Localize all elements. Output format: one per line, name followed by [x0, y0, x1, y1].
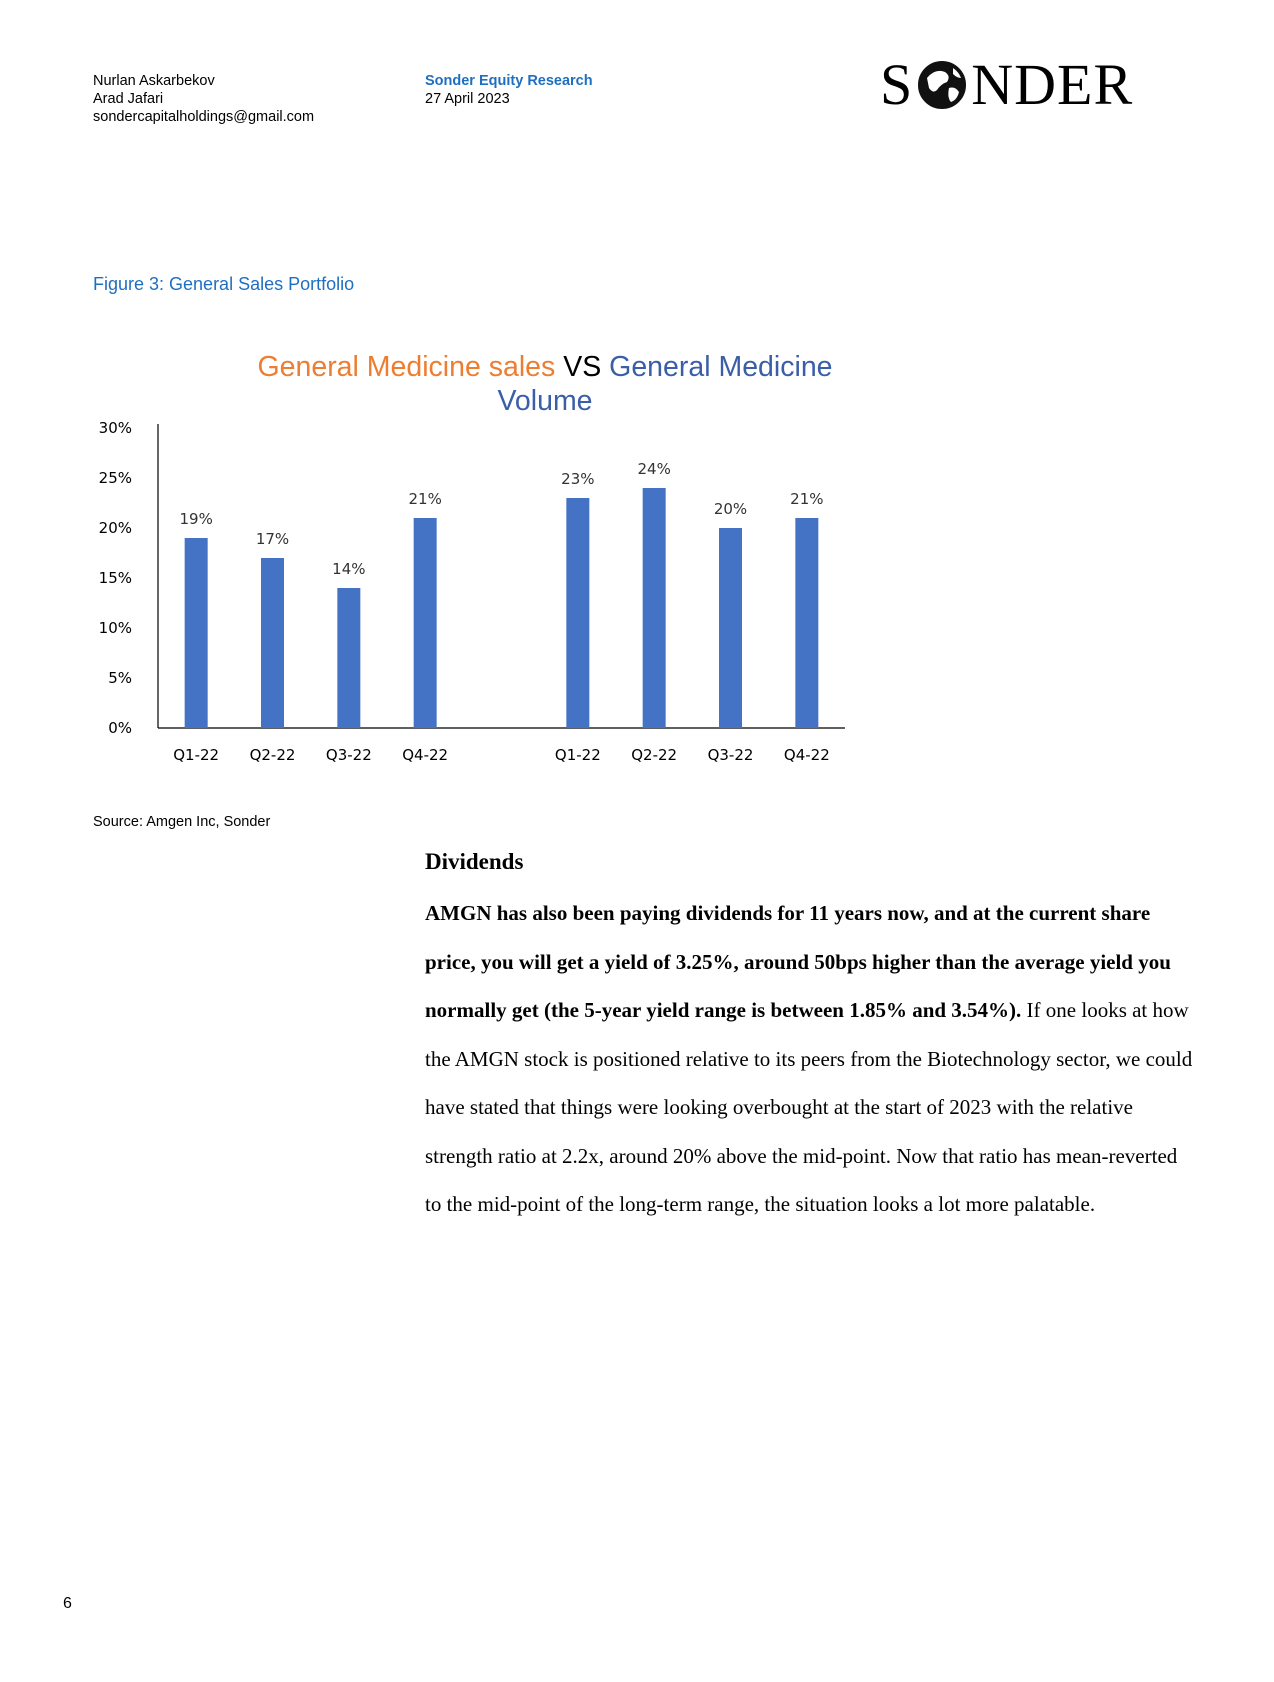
logo-text-right: NDER	[971, 52, 1134, 117]
logo-text-left: S	[880, 52, 914, 117]
section-paragraph	[425, 889, 1195, 1229]
author-name-1: Nurlan Askarbekov	[93, 73, 215, 89]
brand-name: Sonder Equity Research	[425, 73, 593, 89]
bar	[414, 518, 437, 728]
bar-data-label: 17%	[255, 530, 290, 548]
bar	[185, 538, 208, 728]
author-block	[93, 72, 314, 126]
sonder-logo	[880, 52, 1134, 117]
bar	[643, 488, 666, 728]
y-tick-label: 20%	[98, 519, 132, 537]
bar	[261, 558, 284, 728]
x-tick-label: Q3-22	[707, 746, 754, 764]
bar-data-label: 19%	[179, 510, 213, 528]
section-heading: Dividends	[425, 849, 524, 874]
x-tick-label: Q1-22	[554, 746, 601, 764]
y-tick-label: 30%	[98, 419, 132, 437]
y-tick-label: 5%	[108, 669, 132, 687]
x-tick-label: Q3-22	[325, 746, 372, 764]
x-tick-label: Q2-22	[631, 746, 678, 764]
bar	[719, 528, 742, 728]
chart-plot	[90, 350, 880, 790]
paragraph-plain-text: If one looks at how the AMGN stock is positioned relative to its peers from the Biotechnology sector, we could have stated that things were looking overbought at the start of 2023 with the relative strength ratio at 2.2x, around 20% above the mid-point. Now that ratio has mean-reverted to the mid-point of the long-term range, the situation looks a lot more palatable.	[425, 998, 1193, 1216]
chart-title-part-2: VS	[555, 351, 610, 383]
chart-title-part-1: General Medicine sales	[257, 351, 556, 383]
x-tick-label: Q1-22	[173, 746, 220, 764]
publication-date: 27 April 2023	[425, 91, 510, 107]
paragraph-bold-text: AMGN has also been paying dividends for 11 years now, and at the current share price, you will get a yield of 3.25%, around 50bps higher than the average yield you normally get (the 5-year yield range is between 1.85% and 3.54%).	[425, 901, 1171, 1022]
figure-source: Source: Amgen Inc, Sonder	[93, 814, 271, 830]
x-tick-label: Q4-22	[783, 746, 830, 764]
x-tick-label: Q4-22	[402, 746, 449, 764]
page-number: 6	[63, 1595, 72, 1612]
bar-data-label: 24%	[637, 460, 671, 478]
y-tick-label: 10%	[98, 619, 132, 637]
chart-title-part-3: General Medicine Volume	[497, 351, 833, 417]
bar-data-label: 20%	[713, 500, 748, 518]
y-tick-label: 25%	[98, 469, 132, 487]
bar-data-label: 21%	[408, 490, 442, 508]
author-email: sondercapitalholdings@gmail.com	[93, 109, 315, 125]
author-name-2: Arad Jafari	[93, 91, 164, 107]
bar	[337, 588, 360, 728]
bar-data-label: 21%	[790, 490, 824, 508]
bar	[795, 518, 818, 728]
y-tick-label: 15%	[98, 569, 132, 587]
globe-icon	[915, 58, 969, 112]
y-tick-label: 0%	[108, 719, 132, 737]
x-tick-label: Q2-22	[249, 746, 296, 764]
dividends-section	[425, 845, 1195, 1229]
publication-block	[425, 72, 593, 108]
figure-caption: Figure 3: General Sales Portfolio	[93, 274, 355, 294]
bar-chart	[90, 350, 880, 790]
bar-data-label: 14%	[332, 560, 366, 578]
bar	[566, 498, 589, 728]
bar-data-label: 23%	[561, 470, 595, 488]
